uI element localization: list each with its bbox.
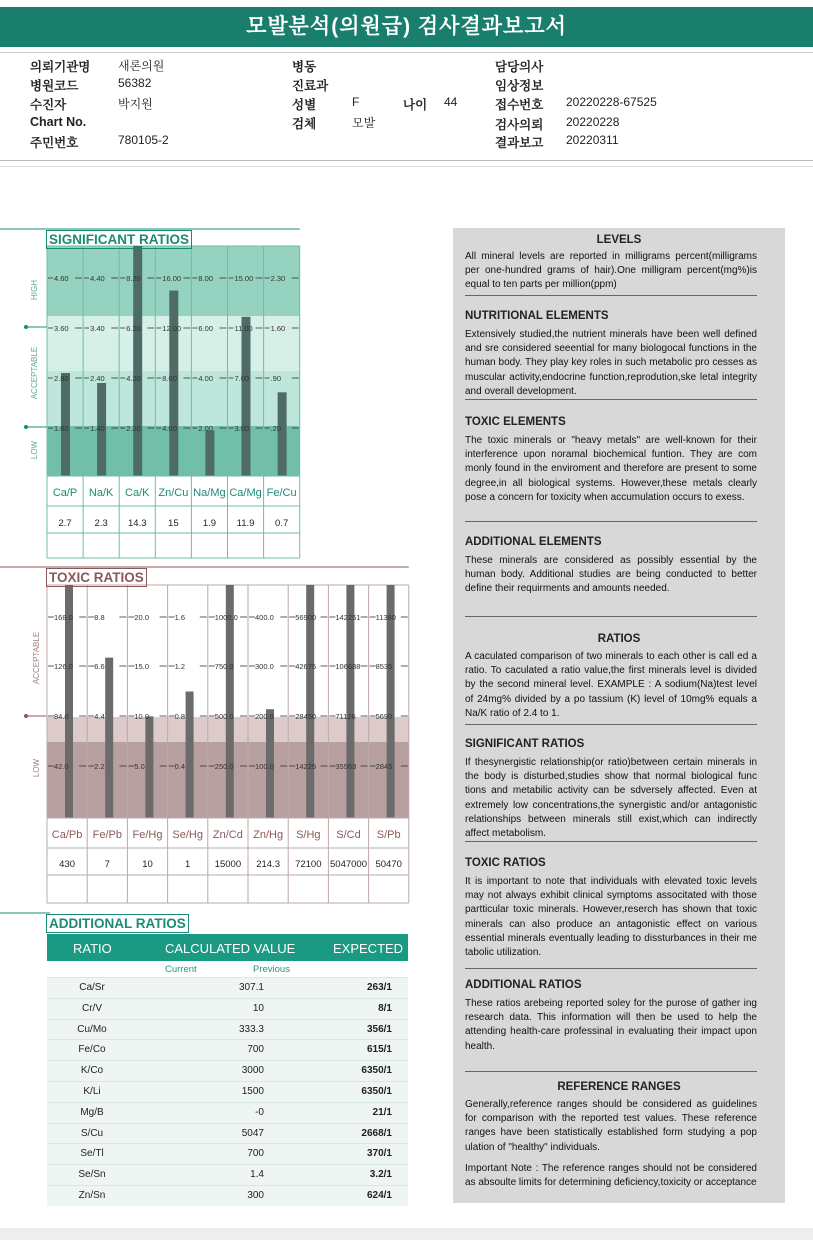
info-label: 성별 — [292, 98, 317, 112]
divider — [0, 160, 813, 161]
ratio-name: Na/K — [88, 487, 114, 499]
info-label: 주민번호 — [30, 136, 79, 150]
ratio-bar — [169, 291, 178, 477]
info-label: 수진자 — [30, 98, 67, 112]
panel-text: These ratios arebeing reported soley for the purose of gather ing research data. This information will then be used to help the attending health-care professinal in evaluating their impact upon health. — [465, 998, 757, 1052]
ratio-value: 5047000 — [330, 859, 367, 870]
panel-heading: ADDITIONAL RATIOS — [465, 979, 582, 991]
ratio-value: 2.3 — [94, 518, 108, 529]
ratio-name: Zn/Hg — [253, 829, 284, 841]
ratio-bar — [105, 658, 113, 818]
tick-label: 42.0 — [54, 762, 69, 771]
additional-ratios-title: ADDITIONAL RATIOS — [46, 914, 189, 933]
panel-divider — [465, 521, 757, 522]
table-row — [47, 1060, 408, 1081]
panel-text: If thesynergistic relationship(or ratio)between certain minerals in the body is disturbed,studies show that normal biological func tions and metabilic activity can be sdversely affected. Even at extremely low concentrations,the synergistic and/or antagonistic relationships between minerals still exist,which can indirectly affect metabolism. — [465, 757, 757, 840]
ratio-cell: K/Li — [83, 1085, 101, 1097]
current-cell: 10 — [252, 1002, 264, 1014]
tick-label: 11380 — [375, 613, 396, 622]
ratio-name: Ca/P — [52, 487, 78, 499]
tick-label: 0.8 — [174, 712, 186, 721]
table-row — [47, 1185, 408, 1206]
ratio-value: 14.3 — [128, 518, 147, 529]
ratio-cell: Cr/V — [82, 1002, 102, 1014]
info-value: F — [352, 95, 360, 109]
tick-label: 15.0 — [134, 662, 150, 671]
expected-cell: 3.2/1 — [369, 1169, 392, 1181]
panel-heading: ADDITIONAL ELEMENTS — [465, 536, 602, 548]
tick-label: 2.20 — [126, 424, 141, 433]
ratio-cell: S/Cu — [80, 1127, 104, 1139]
tick-label: 14225 — [295, 762, 317, 771]
ratio-cell: Se/Tl — [80, 1148, 104, 1160]
calculated-value-header: CALCULATED VALUE — [165, 941, 296, 956]
toxic-ratios-title: TOXIC RATIOS — [46, 568, 147, 587]
tick-label: 300.0 — [255, 662, 274, 671]
divider — [0, 166, 813, 167]
ratio-cell: Cu/Mo — [77, 1023, 107, 1035]
tick-label: 35563 — [335, 762, 357, 771]
panel-text: It is important to note that individuals with elevated toxic levels may not always exhibit clinical symptoms associtated with those partticular toxic minerals. However,reserch has shown that toxic minerals can also produce an antagonistic effect on various essential minerals eventually leading to dissturbances in their me tabolic utilization. — [465, 876, 757, 959]
tick-label: 1000.0 — [214, 613, 238, 622]
tick-label: 4.20 — [126, 374, 141, 383]
ratio-name: Fe/Cu — [266, 487, 297, 499]
info-label: 병동 — [292, 60, 317, 74]
table-row — [47, 1123, 408, 1144]
tick-label: 1.40 — [90, 424, 105, 433]
ratio-name: Zn/Cu — [158, 487, 189, 499]
marker-dot — [24, 714, 28, 718]
panel-heading: LEVELS — [596, 234, 642, 246]
tick-label: 2.80 — [54, 374, 69, 383]
tick-label: 100.0 — [255, 762, 274, 771]
tick-label: 28450 — [295, 712, 317, 721]
tick-label: 8.8 — [94, 613, 105, 622]
ratio-name: Se/Hg — [172, 829, 203, 841]
tick-label: 1.60 — [270, 324, 286, 333]
tick-label: 4.4 — [94, 712, 105, 721]
tick-label: 500.0 — [214, 712, 234, 721]
panel-text: A caculated comparison of two minerals to each other is call ed a ratio. To caculated a ratio value,the first minerals level is divided by the second mineral level. EXAMPLE : A sodium(Na)test level of 24mg% divided by a po tassium (K) level of 10mg% equals a Na/K ratio of 2.4 to 1. — [465, 651, 757, 719]
table-row — [47, 977, 408, 998]
tick-label: 11.00 — [234, 324, 253, 333]
tick-label: 20.0 — [134, 613, 150, 622]
ratio-value: 15 — [168, 518, 179, 529]
ratio-cell: Zn/Sn — [78, 1189, 106, 1201]
current-cell: 5047 — [241, 1127, 264, 1139]
age-label: 나이 — [403, 98, 428, 112]
info-label: 의뢰기관명 — [30, 60, 91, 74]
panel-heading: RATIOS — [597, 633, 641, 645]
panel-divider — [465, 616, 757, 617]
expected-cell: 8/1 — [378, 1002, 392, 1014]
tick-label: 1.6 — [174, 613, 186, 622]
table-row — [47, 1019, 408, 1040]
panel-divider — [465, 724, 757, 725]
tick-label: 8.20 — [126, 274, 141, 283]
info-value: 20220311 — [566, 133, 619, 147]
expected-cell: 6350/1 — [361, 1065, 392, 1077]
expected-cell: 615/1 — [366, 1044, 392, 1056]
tick-label: 3.00 — [234, 424, 250, 433]
current-cell: 333.3 — [238, 1023, 264, 1035]
info-label: 임상정보 — [495, 79, 544, 93]
info-value: 모발 — [352, 116, 376, 130]
significant-ratios-title: SIGNIFICANT RATIOS — [46, 230, 192, 249]
table-row — [47, 1102, 408, 1123]
tick-label: 6.00 — [198, 324, 214, 333]
expected-cell: 356/1 — [366, 1023, 392, 1035]
current-cell: 700 — [247, 1044, 264, 1056]
ratio-name: S/Hg — [296, 829, 321, 841]
ratio-value: 11.9 — [236, 518, 255, 529]
expected-cell: 263/1 — [366, 982, 392, 993]
ratio-value: 10 — [142, 859, 153, 870]
info-label: 병원코드 — [30, 79, 79, 93]
additional-ratios-table — [47, 934, 408, 1206]
ratio-value: 430 — [59, 859, 76, 870]
table-row — [47, 1164, 408, 1185]
divider — [0, 52, 813, 53]
tick-label: 4.00 — [198, 374, 214, 383]
current-cell: 3000 — [241, 1065, 264, 1077]
ratio-value: 0.7 — [275, 518, 289, 529]
tick-label: 42675 — [295, 662, 317, 671]
ratio-bar — [278, 392, 287, 476]
current-header: Current — [165, 964, 197, 975]
current-cell: 1.4 — [250, 1169, 264, 1181]
ratio-name: Fe/Pb — [92, 829, 122, 841]
ratio-name: Na/Mg — [193, 487, 226, 499]
tick-label: 2.2 — [94, 762, 105, 771]
info-label: 결과보고 — [495, 136, 544, 150]
ratio-name: S/Cd — [336, 829, 361, 841]
marker-dot — [24, 325, 28, 329]
panel-divider — [465, 841, 757, 842]
panel-divider — [465, 968, 757, 969]
info-value: 20220228-67525 — [566, 95, 657, 109]
ratio-value: 2.7 — [58, 518, 72, 529]
info-value: 20220228 — [566, 115, 620, 129]
panel-text: These minerals are considered as possibly essential by the human body. Additional studies are being conducted to better define their requirments and amounts needed. — [465, 555, 757, 595]
ratio-name: Fe/Hg — [132, 829, 163, 841]
panel-note: Important Note : The reference ranges should not be considered as absoulte limits for determining deficiency,toxicity or acceptance — [465, 1163, 757, 1189]
panel-heading: REFERENCE RANGES — [557, 1081, 681, 1093]
expected-cell: 6350/1 — [361, 1085, 392, 1097]
current-cell: -0 — [255, 1106, 264, 1118]
panel-text: Generally,reference ranges should be considered as guidelines for comparison with the reported test values. These reference ranges have been statistically established form studying a pop ulation of "healthy" individuals. — [465, 1099, 757, 1153]
current-cell: 700 — [247, 1148, 264, 1160]
table-row — [47, 998, 408, 1019]
significant-ratios-chart — [0, 228, 310, 563]
tick-label: 8.00 — [162, 374, 177, 383]
tick-label: 2845 — [375, 762, 393, 771]
ratio-value: 72100 — [295, 859, 322, 870]
tick-label: 250.0 — [214, 762, 234, 771]
marker-dot — [24, 425, 28, 429]
info-value: 56382 — [118, 76, 152, 90]
tick-label: 400.0 — [255, 613, 274, 622]
age-value: 44 — [444, 95, 458, 109]
ratio-name: Ca/Pb — [51, 829, 83, 841]
zone-label: ACCEPTABLE — [30, 346, 39, 400]
tick-label: 1.2 — [174, 662, 186, 671]
panel-divider — [465, 1071, 757, 1072]
zone-label: LOW — [32, 758, 41, 778]
ratio-cell: K/Co — [80, 1065, 104, 1077]
info-label: 진료과 — [292, 79, 329, 93]
expected-cell: 2668/1 — [361, 1127, 392, 1139]
tick-label: 2.30 — [270, 274, 286, 283]
ratio-value: 50470 — [375, 859, 402, 870]
tick-label: 4.40 — [90, 274, 105, 283]
panel-heading: TOXIC RATIOS — [465, 857, 546, 869]
info-value: 780105-2 — [118, 133, 169, 147]
current-cell: 300 — [247, 1189, 264, 1201]
info-label: Chart No. — [30, 115, 87, 129]
tick-label: 2.40 — [90, 374, 105, 383]
tick-label: 8.00 — [198, 274, 214, 283]
tick-label: .20 — [270, 424, 282, 433]
table-row — [47, 1143, 408, 1164]
ratio-name: S/Pb — [376, 829, 401, 841]
tick-label: .90 — [270, 374, 282, 383]
tick-label: 106688 — [335, 662, 361, 671]
tick-label: 126.0 — [54, 662, 73, 671]
tick-label: 10.0 — [134, 712, 150, 721]
expected-cell: 21/1 — [372, 1106, 392, 1118]
ratio-value: 15000 — [214, 859, 242, 870]
tick-label: 15.00 — [234, 274, 254, 283]
report-title: 모발분석(의원급) 검사결과보고서 — [0, 7, 813, 47]
ratio-name: Zn/Cd — [212, 829, 243, 841]
divider — [0, 912, 50, 914]
ratio-cell: Fe/Co — [78, 1044, 106, 1056]
ratio-name: Ca/Mg — [229, 487, 262, 499]
info-label: 검체 — [292, 117, 317, 131]
tick-label: 4.00 — [162, 424, 177, 433]
ratio-value: 1 — [185, 859, 191, 870]
table-row — [47, 1081, 408, 1102]
info-value: 새론의원 — [118, 59, 165, 73]
tick-label: 5690 — [375, 712, 393, 721]
tick-label: 71126 — [335, 712, 356, 721]
panel-text: All mineral levels are reported in milligrams percent(milligrams per one-hundred grams of hair).One milligram percent(mg%)is equal to ten parts per million(ppm) — [465, 251, 757, 291]
panel-divider — [465, 399, 757, 400]
tick-label: 2.00 — [198, 424, 214, 433]
tick-label: 6.20 — [126, 324, 141, 333]
table-row — [47, 1039, 408, 1060]
ratio-bar — [205, 431, 214, 477]
ratio-header: RATIO — [73, 941, 112, 956]
tick-label: 84.0 — [54, 712, 69, 721]
zone-label: ACCEPTABLE — [32, 631, 41, 685]
tick-label: 0.4 — [174, 762, 186, 771]
panel-heading: TOXIC ELEMENTS — [465, 416, 566, 428]
ratio-bar — [242, 317, 251, 476]
tick-label: 5.0 — [134, 762, 145, 771]
tick-label: 7.00 — [234, 374, 250, 383]
expected-cell: 624/1 — [366, 1189, 392, 1201]
tick-label: 142251 — [335, 613, 361, 622]
ratio-bar — [186, 692, 194, 819]
ratio-value: 1.9 — [202, 518, 217, 529]
tick-label: 750.0 — [214, 662, 234, 671]
tick-label: 16.00 — [162, 274, 182, 283]
panel-text: Extensively studied,the nutrient minerals have been well defined and sre considered seeential for many biologocal functions in the human body. They play key roles in such metabolic pro cesses as muscular activity,endocrine function,reprodution,ske letal integrity and overall development. — [465, 329, 757, 397]
tick-label: 3.60 — [54, 324, 69, 333]
tick-label: 8535 — [375, 662, 393, 671]
tick-label: 3.40 — [90, 324, 105, 333]
tick-label: 200.0 — [255, 712, 274, 721]
previous-header: Previous — [253, 964, 290, 975]
ratio-value: 7 — [104, 859, 110, 870]
zone-label: LOW — [30, 440, 39, 460]
ratio-cell: Mg/B — [80, 1106, 104, 1118]
info-label: 담당의사 — [495, 60, 544, 74]
tick-label: 1.60 — [54, 424, 69, 433]
ratio-value: 214.3 — [256, 859, 280, 870]
tick-label: 6.6 — [94, 662, 105, 671]
footer-bar — [0, 1228, 813, 1240]
current-cell: 1500 — [241, 1085, 264, 1097]
tick-label: 4.60 — [54, 274, 69, 283]
toxic-ratios-chart — [0, 566, 420, 908]
ratio-name: Ca/K — [125, 487, 150, 499]
panel-divider — [465, 295, 757, 296]
info-value: 박지원 — [118, 97, 153, 111]
expected-cell: 370/1 — [366, 1148, 392, 1160]
ratio-cell: Ca/Sr — [79, 982, 105, 993]
table-header — [47, 934, 408, 961]
tick-label: 12.00 — [162, 324, 182, 333]
info-label: 접수번호 — [495, 98, 544, 112]
explanation-panel — [453, 228, 785, 1203]
ratio-bar — [145, 716, 153, 818]
current-cell: 307.1 — [238, 982, 264, 993]
tick-label: 56900 — [295, 613, 317, 622]
ratio-cell: Se/Sn — [78, 1169, 106, 1181]
info-label: 검사의뢰 — [495, 118, 544, 132]
panel-heading: SIGNIFICANT RATIOS — [465, 738, 585, 750]
tick-label: 168.0 — [54, 613, 73, 622]
expected-header: EXPECTED — [333, 941, 404, 956]
zone-label: HIGH — [30, 280, 39, 300]
panel-text: The toxic minerals or "heavy metals" are well-known for their interference upon noramal biochemical funtion. They are com monly found in the enviroment and therefore are present to some degree,in all biological systems. However,these metals clearly pose a concern for toxicity when accumulation occurs to exess. — [465, 435, 757, 503]
panel-heading: NUTRITIONAL ELEMENTS — [465, 310, 609, 322]
table-subheader — [47, 961, 408, 977]
